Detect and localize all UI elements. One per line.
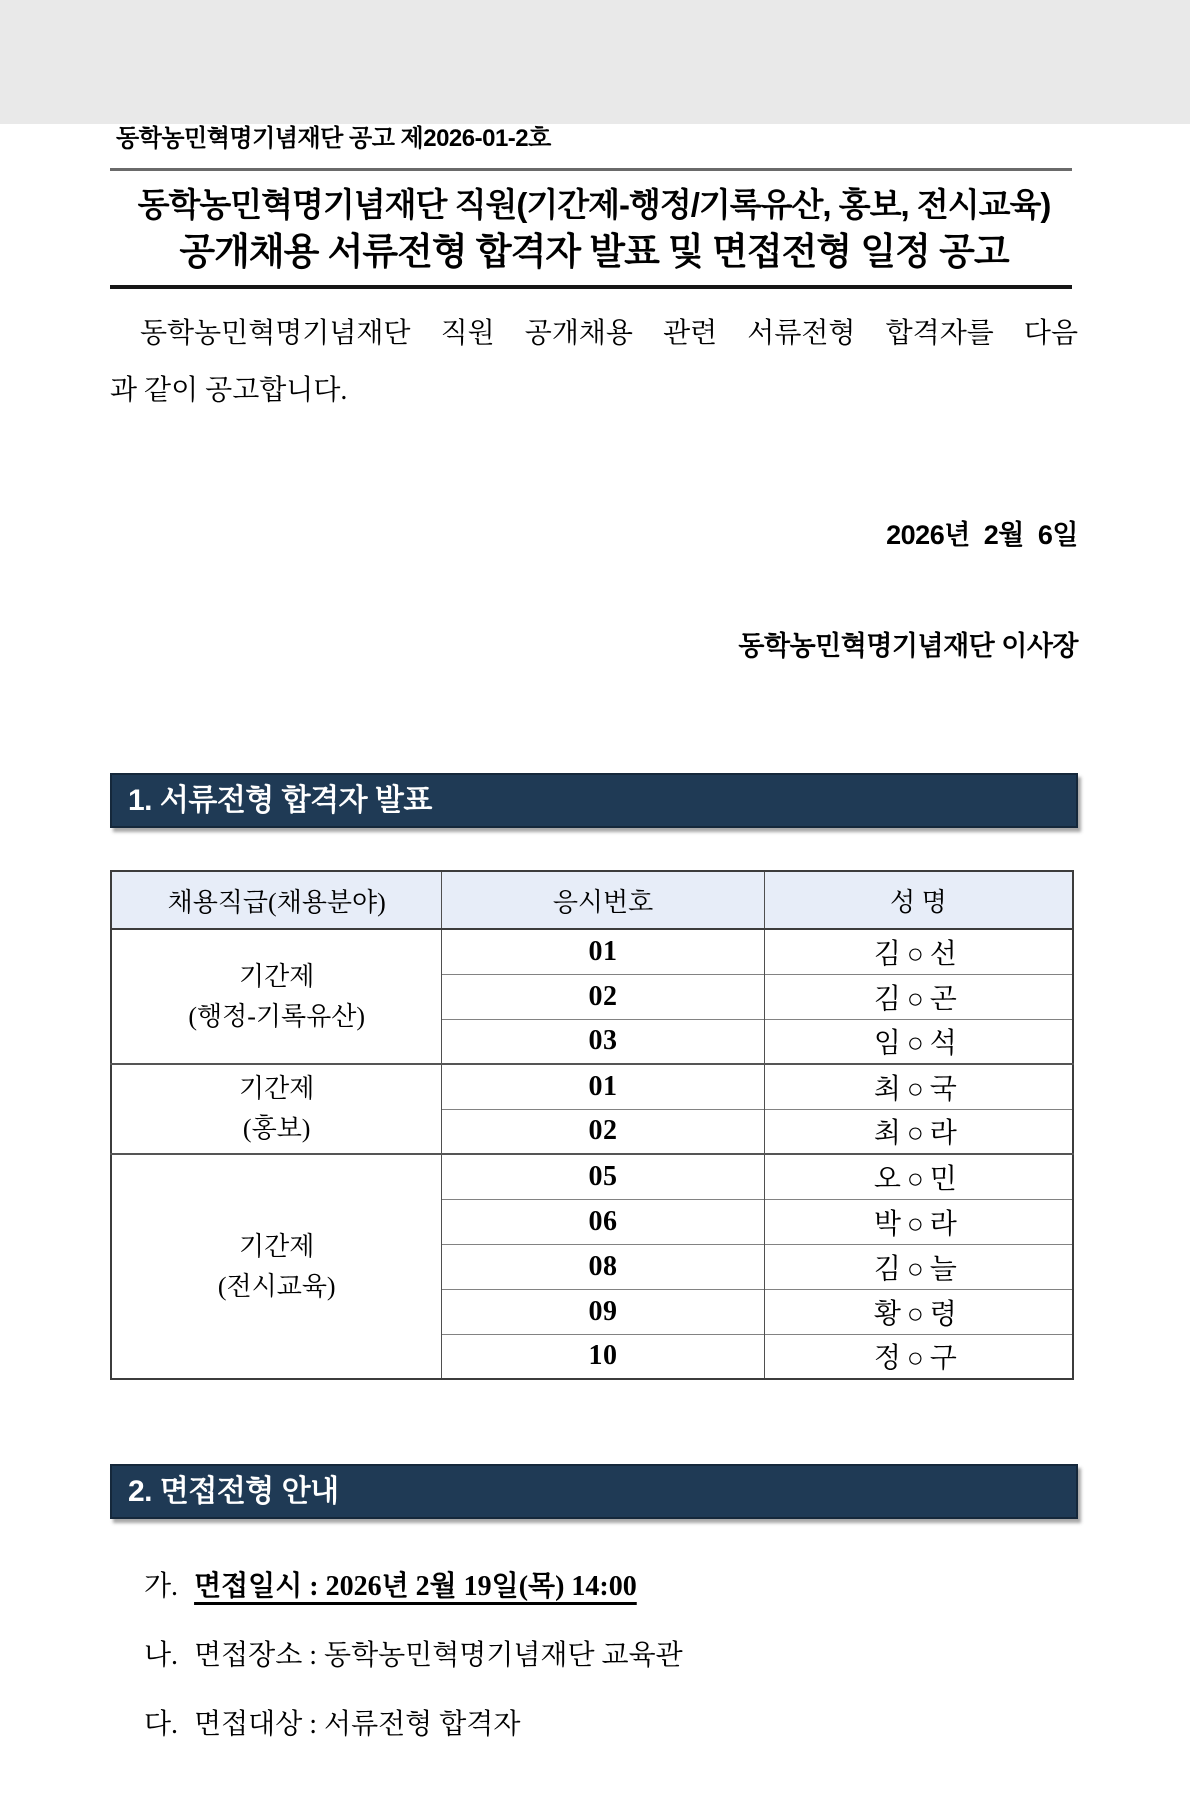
applicant-name: 김○곤 (764, 974, 1073, 1019)
applicant-number: 08 (442, 1244, 764, 1289)
col-header-name: 성 명 (764, 871, 1073, 929)
announcement-date: 2026년 2월 6일 (886, 520, 1078, 550)
section2-heading: 2. 면접전형 안내 (128, 1475, 339, 1508)
applicant-number: 05 (442, 1154, 764, 1199)
document-title-line1: 동학농민혁명기념재단 직원(기간제-행정/기록유산, 홍보, 전시교육) (137, 186, 1051, 223)
item-marker: 가. (144, 1571, 179, 1602)
section2-heading-bar (110, 1464, 1078, 1519)
table-row (111, 929, 1073, 974)
interview-target-item (144, 1707, 1078, 1743)
document-page (0, 124, 1190, 1806)
applicant-number: 03 (442, 1019, 764, 1064)
applicant-name: 황○령 (764, 1289, 1073, 1334)
interview-place-text: 면접장소 : 동학농민혁명기념재단 교육관 (194, 1640, 683, 1671)
applicant-number: 10 (442, 1334, 764, 1379)
interview-target-text: 면접대상 : 서류전형 합격자 (194, 1709, 521, 1740)
position-line1: 기간제 (239, 1231, 315, 1261)
table-row (111, 1154, 1073, 1199)
section1-heading: 1. 서류전형 합격자 발표 (128, 784, 432, 817)
document-title-line2: 공개채용 서류전형 합격자 발표 및 면접전형 일정 공고 (179, 231, 1009, 272)
table-row (111, 1064, 1073, 1109)
document-content (110, 124, 1078, 1743)
position-line2: (전시교육) (217, 1271, 336, 1301)
notice-number: 동학농민혁명기념재단 공고 제2026-01-2호 (116, 125, 551, 152)
applicant-name: 최○국 (764, 1064, 1073, 1109)
divider-thick (110, 285, 1072, 289)
applicants-table (110, 870, 1074, 1380)
applicant-number: 09 (442, 1289, 764, 1334)
applicant-name: 임○석 (764, 1019, 1073, 1064)
applicant-number: 06 (442, 1199, 764, 1244)
position-line1: 기간제 (239, 1074, 315, 1103)
table-header-row (111, 871, 1073, 929)
applicant-name: 최○라 (764, 1109, 1073, 1154)
applicants-table-wrap (110, 870, 1078, 1380)
item-marker: 나. (144, 1640, 179, 1671)
item-marker: 다. (144, 1709, 179, 1740)
col-header-number: 응시번호 (442, 871, 764, 929)
position-line2: (홍보) (242, 1114, 311, 1143)
group-cell-position (111, 1064, 442, 1154)
announcement-signer: 동학농민혁명기념재단 이사장 (738, 631, 1078, 661)
interview-info-list (110, 1569, 1078, 1743)
intro-paragraph-line1: 동학농민혁명기념재단 직원 공개채용 관련 서류전형 합격자를 다음 (140, 318, 1078, 349)
applicant-name: 박○라 (764, 1199, 1073, 1244)
group-cell-position (111, 1154, 442, 1379)
section1-heading-bar (110, 773, 1078, 828)
divider-thin (110, 168, 1072, 171)
applicant-number: 02 (442, 1109, 764, 1154)
interview-date-text: 면접일시 : 2026년 2월 19일(목) 14:00 (194, 1571, 637, 1602)
group-cell-position (111, 929, 442, 1064)
applicant-name: 김○늘 (764, 1244, 1073, 1289)
signature-block (110, 443, 1078, 739)
interview-place-item (144, 1638, 1078, 1674)
applicant-number: 01 (442, 929, 764, 974)
applicant-number: 01 (442, 1064, 764, 1109)
applicant-name: 김○선 (764, 929, 1073, 974)
applicant-number: 02 (442, 974, 764, 1019)
interview-date-item (144, 1569, 1078, 1605)
intro-paragraph-line2: 과 같이 공고합니다. (110, 375, 348, 406)
applicant-name: 정○구 (764, 1334, 1073, 1379)
position-line1: 기간제 (239, 961, 315, 991)
intro-paragraph (110, 305, 1078, 419)
document-title (110, 183, 1078, 277)
position-line2: (행정-기록유산) (188, 1001, 366, 1031)
applicant-name: 오○민 (764, 1154, 1073, 1199)
col-header-position: 채용직급(채용분야) (111, 871, 442, 929)
